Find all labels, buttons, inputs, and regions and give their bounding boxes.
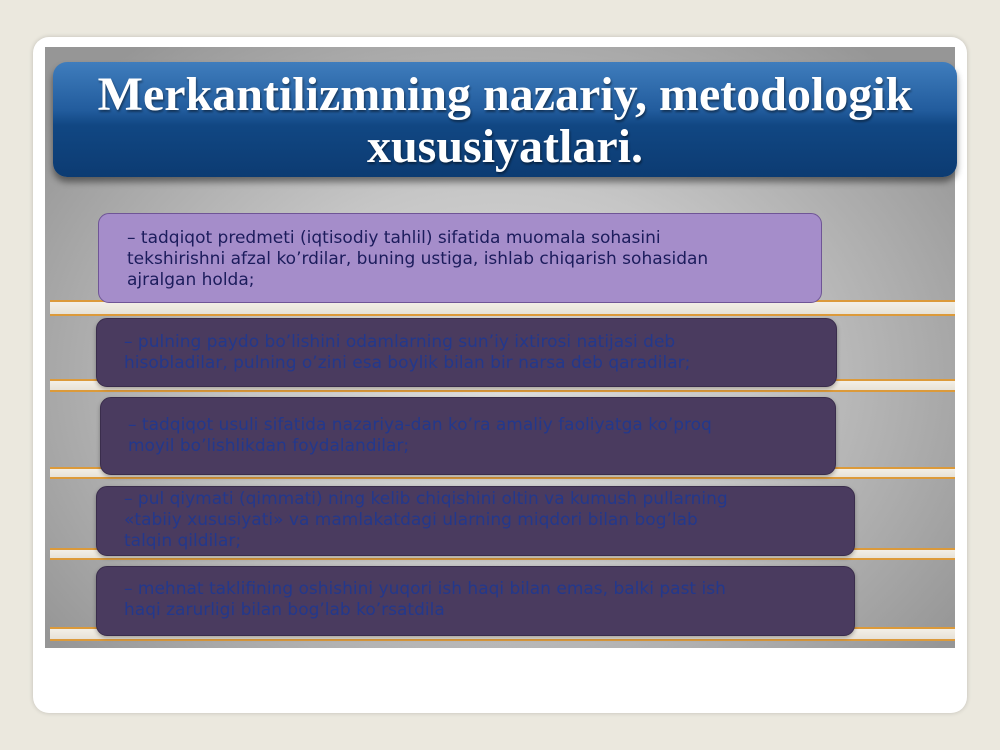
list-item-line: haqi zarurligi bilan bog’lab ko’rsatdila bbox=[124, 600, 445, 620]
list-item-line: moyil bo’lishlikdan foydalandilar; bbox=[128, 436, 410, 456]
list-item-line: «tabiiy xususiyati» va mamlakatdagi ularning miqdori bilan bog’lab bbox=[124, 510, 698, 530]
slide-title-line-1: Merkantilizmning nazariy, metodologik bbox=[97, 68, 913, 121]
list-item-line: hisobladilar, pulning o’zini esa boylik bilan bir narsa deb qaradilar; bbox=[124, 353, 691, 373]
list-item-line: – tadqiqot usuli sifatida nazariya-dan ko’ra amaliy faoliyatga ko’proq bbox=[128, 415, 712, 435]
slide-title-bar bbox=[53, 62, 957, 177]
list-item bbox=[96, 486, 855, 556]
slide-title-line-2: xususiyatlari. bbox=[366, 120, 644, 173]
list-item-line: – mehnat taklifining oshishini yuqori ish haqi bilan emas, balki past ish bbox=[124, 579, 726, 599]
list-item-line: – tadqiqot predmeti (iqtisodiy tahlil) sifatida muomala sohasini bbox=[127, 228, 661, 248]
list-item bbox=[96, 318, 837, 387]
list-item-line: tekshirishni afzal ko’rdilar, buning ustiga, ishlab chiqarish sohasidan bbox=[127, 249, 709, 269]
list-item-line: talqin qildilar; bbox=[124, 531, 242, 551]
list-item-line: ajralgan holda; bbox=[127, 270, 255, 290]
list-item bbox=[100, 397, 836, 475]
list-item-line: – pul qiymati (qimmati) ning kelib chiqishini oltin va kumush pullarning bbox=[124, 489, 728, 509]
list-item-line: – pulning paydo bo’lishini odamlarning sun’iy ixtirosi natijasi deb bbox=[124, 332, 676, 352]
list-item bbox=[96, 566, 855, 636]
list-item bbox=[98, 213, 822, 303]
